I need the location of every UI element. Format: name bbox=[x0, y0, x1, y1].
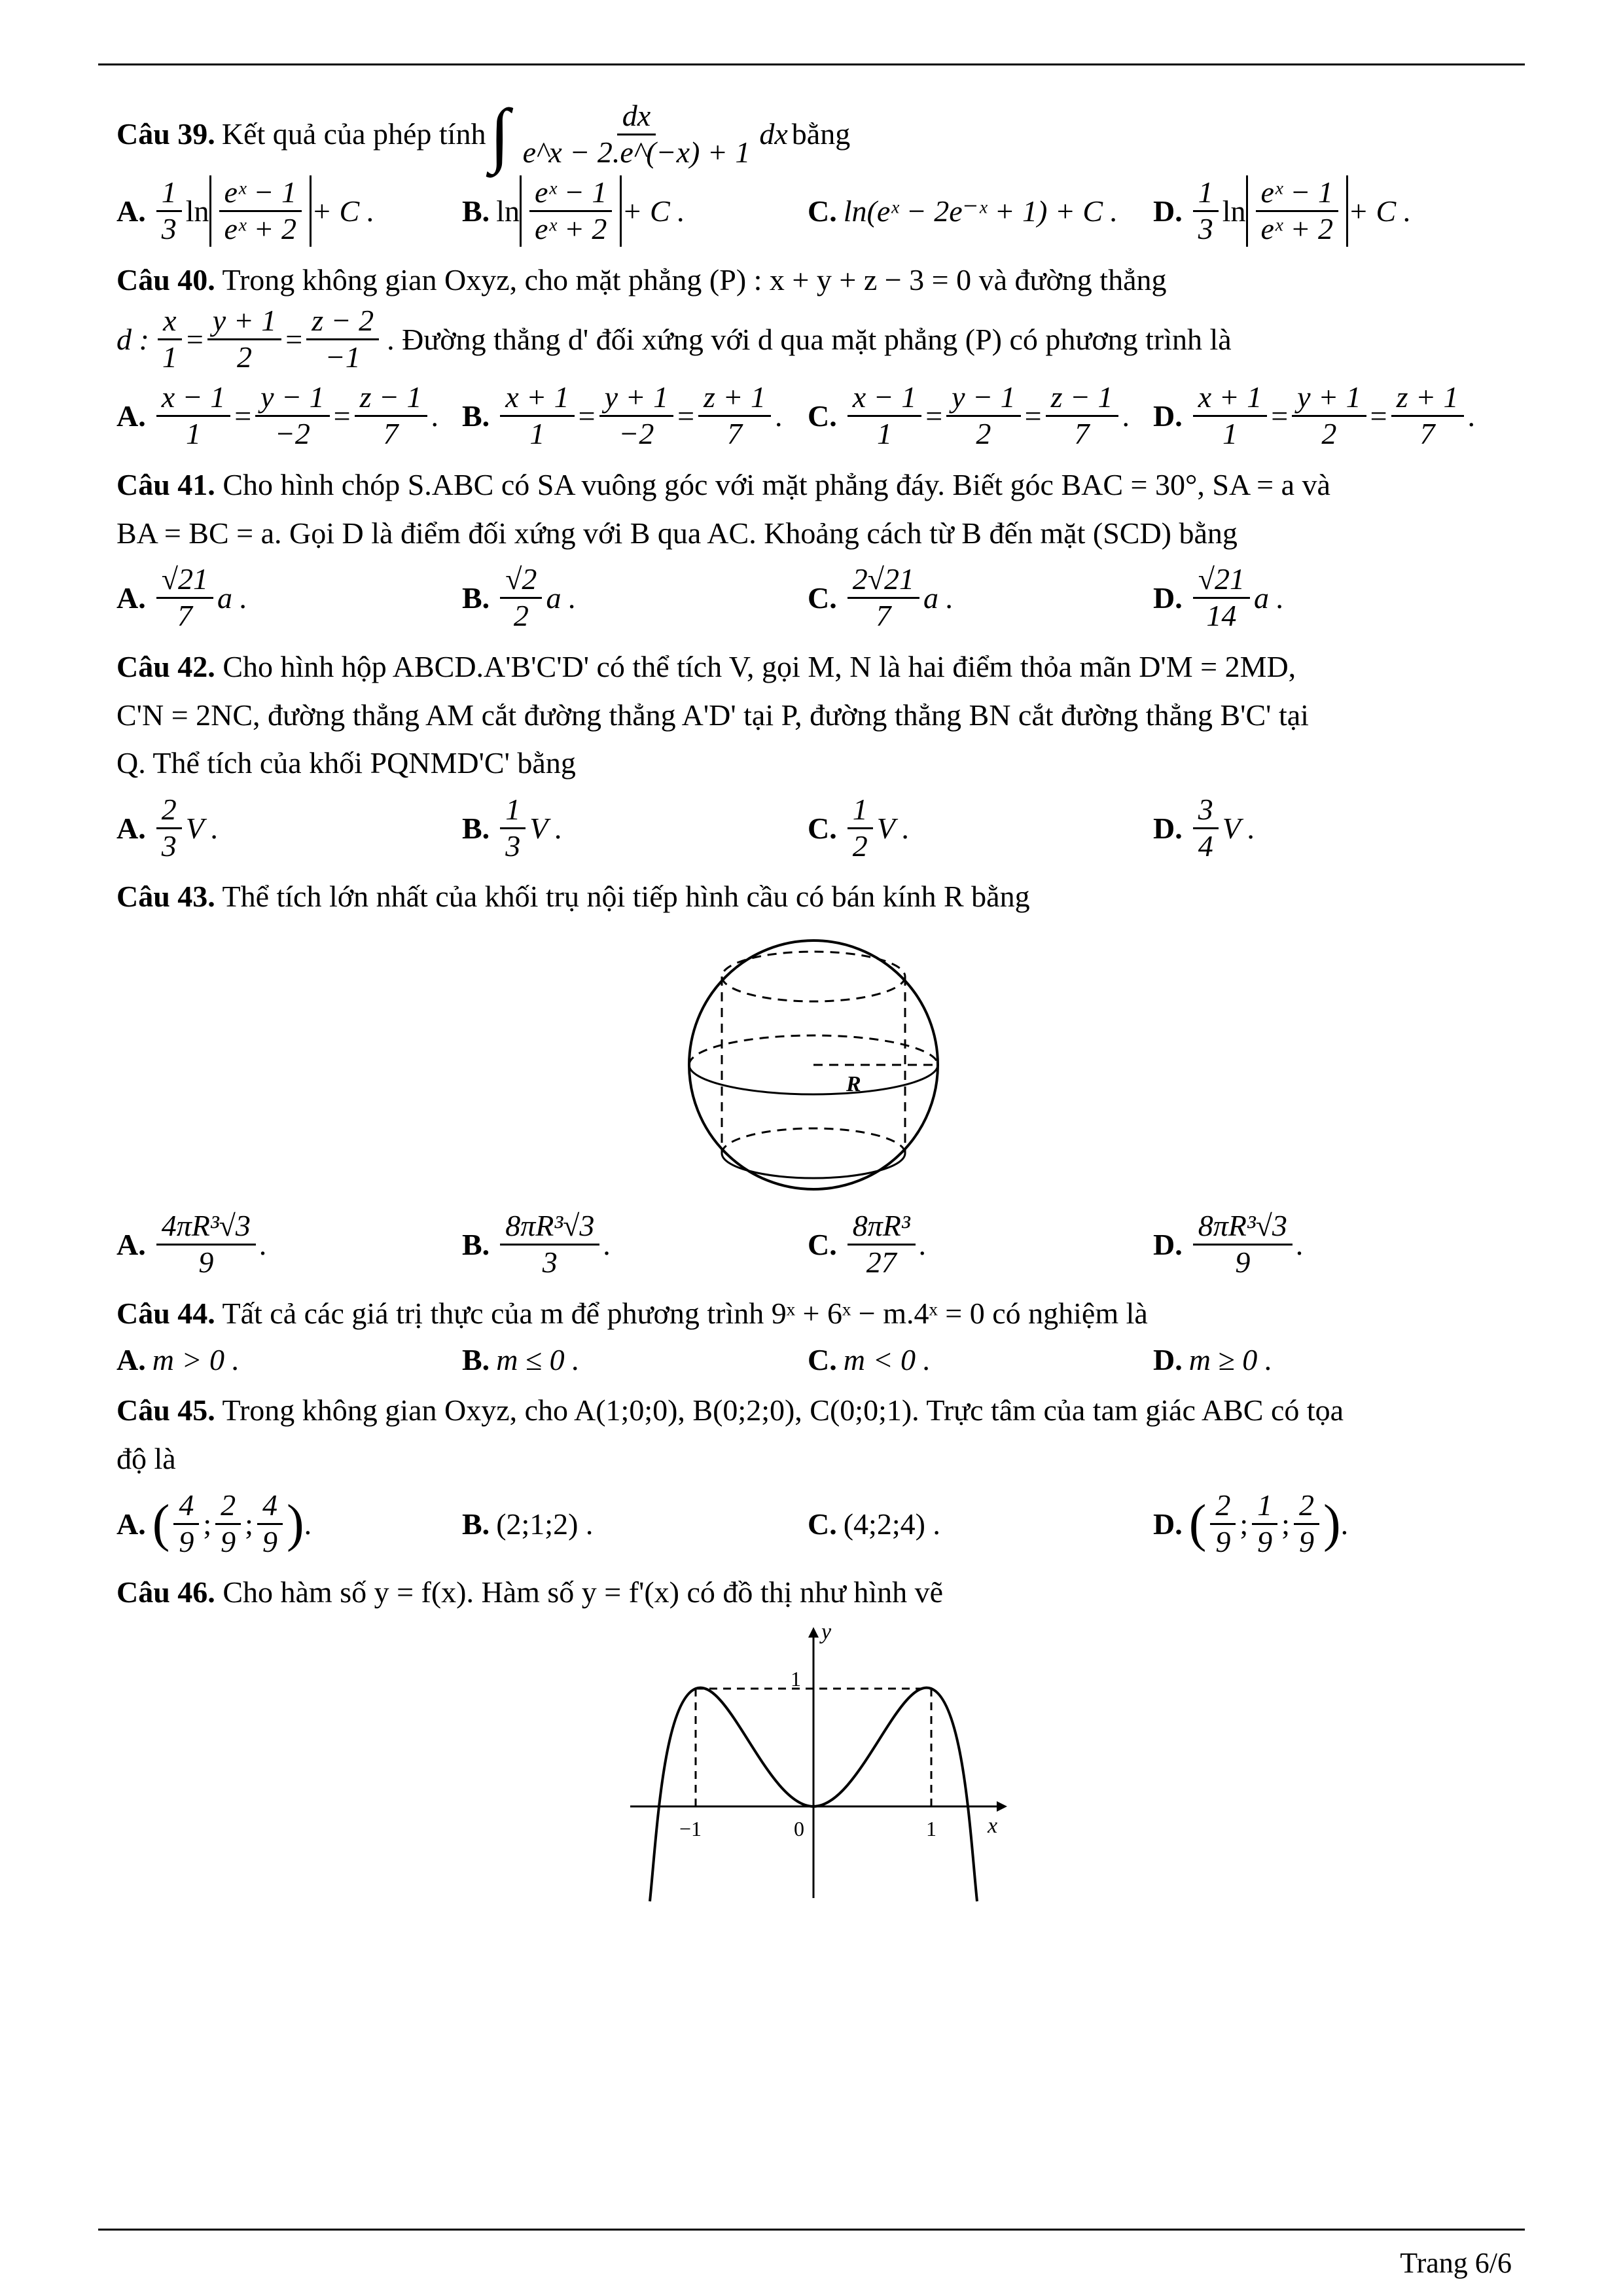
fraction-numerator: 4 bbox=[173, 1488, 199, 1525]
option-label: A. bbox=[116, 194, 146, 228]
fraction-numerator: x − 1 bbox=[156, 380, 230, 417]
derivative-graph bbox=[617, 1623, 1010, 1905]
line-d-fraction bbox=[157, 304, 183, 375]
fraction-denominator: 1 bbox=[1222, 417, 1238, 451]
right-paren: ) bbox=[1323, 1495, 1341, 1553]
question-text: Kết quả của phép tính bbox=[221, 117, 486, 151]
x-axis-arrow bbox=[997, 1801, 1007, 1812]
option-c bbox=[808, 793, 1153, 864]
fraction-denominator: 1 bbox=[185, 417, 201, 451]
fraction-denominator: 9 bbox=[221, 1524, 236, 1558]
separator: ; bbox=[203, 1507, 212, 1541]
fraction-numerator: eˣ − 1 bbox=[529, 175, 612, 212]
fraction-numerator: √21 bbox=[156, 562, 213, 599]
option-a bbox=[116, 175, 462, 247]
equals-sign: = bbox=[578, 399, 596, 433]
question-text: Q. Thể tích của khối PQNMD'C' bằng bbox=[116, 746, 576, 780]
option-tail: . bbox=[919, 1227, 927, 1261]
tick-neg1: −1 bbox=[679, 1817, 702, 1840]
fraction-denominator: 2 bbox=[976, 417, 991, 451]
question-44-options bbox=[116, 1342, 1510, 1377]
coordinate-fraction bbox=[1294, 1488, 1319, 1560]
fraction-numerator: 2√21 bbox=[847, 562, 919, 599]
option-tail: . bbox=[259, 1227, 268, 1261]
question-43 bbox=[116, 872, 1510, 921]
log-argument bbox=[529, 175, 612, 247]
question-45-options bbox=[116, 1488, 1510, 1560]
question-text: Tất cả các giá trị thực của m để phương trình 9ˣ + 6ˣ − m.4ˣ = 0 có nghiệm là bbox=[222, 1296, 1148, 1330]
fraction-denominator: 3 bbox=[161, 211, 177, 245]
period: . bbox=[1122, 399, 1130, 433]
equals-sign: = bbox=[333, 399, 351, 433]
option-tail: a . bbox=[1253, 581, 1284, 615]
option-fraction bbox=[1193, 793, 1219, 864]
option-expression: ln(eˣ − 2e⁻ˣ + 1) + C . bbox=[843, 194, 1118, 228]
option-a bbox=[116, 793, 462, 864]
sphere-figure bbox=[116, 927, 1510, 1202]
option-a bbox=[116, 1488, 462, 1560]
coordinate-fraction bbox=[1210, 1488, 1236, 1560]
option-c bbox=[808, 562, 1153, 634]
y-axis-arrow bbox=[808, 1627, 819, 1638]
coefficient bbox=[156, 175, 182, 247]
x-axis-label: x bbox=[988, 1814, 998, 1838]
fraction-denominator: 2 bbox=[1321, 417, 1337, 451]
question-45 bbox=[116, 1386, 1510, 1435]
option-tail: a . bbox=[923, 581, 954, 615]
page-content bbox=[116, 94, 1510, 1911]
absolute-value bbox=[209, 175, 312, 247]
fraction-denominator: 3 bbox=[1198, 211, 1213, 245]
option-label: C. bbox=[808, 1507, 837, 1541]
question-text: . Đường thẳng d' đối xứng với d qua mặt phẳng (P) có phương trình là bbox=[387, 322, 1232, 356]
option-d bbox=[1153, 1488, 1499, 1560]
option-label: D. bbox=[1153, 811, 1183, 845]
fraction-numerator: 8πR³√3 bbox=[1193, 1209, 1293, 1246]
option-label: B. bbox=[462, 581, 490, 615]
option-label: B. bbox=[462, 1227, 490, 1261]
question-45-line-2 bbox=[116, 1435, 1510, 1483]
option-b bbox=[462, 380, 808, 452]
question-tail: bằng bbox=[791, 117, 851, 151]
left-paren: ( bbox=[1188, 1495, 1207, 1553]
option-label: A. bbox=[116, 1507, 146, 1541]
option-tail: V . bbox=[185, 811, 219, 845]
fraction-denominator: 2 bbox=[513, 599, 529, 633]
option-label: A. bbox=[116, 1227, 146, 1261]
period: . bbox=[1340, 1507, 1349, 1541]
option-label: A. bbox=[116, 811, 146, 845]
question-label: Câu 40. bbox=[116, 262, 215, 296]
integral-numerator: dx bbox=[617, 99, 656, 135]
option-label: C. bbox=[808, 811, 837, 845]
question-text: Thể tích lớn nhất của khối trụ nội tiếp hình cầu có bán kính R bằng bbox=[222, 880, 1030, 914]
fraction-numerator: 2 bbox=[1210, 1488, 1236, 1525]
integral bbox=[490, 94, 788, 174]
option-label: A. bbox=[116, 581, 146, 615]
fraction-numerator: z + 1 bbox=[698, 380, 771, 417]
question-40-options bbox=[116, 380, 1510, 452]
fraction-numerator: eˣ − 1 bbox=[1256, 175, 1338, 212]
fraction-denominator: 9 bbox=[198, 1245, 214, 1279]
option-tail: + C . bbox=[311, 194, 375, 228]
fraction-numerator: 4πR³√3 bbox=[156, 1209, 256, 1246]
fraction-denominator: 7 bbox=[177, 599, 192, 633]
question-42-line-2 bbox=[116, 691, 1510, 740]
question-41-line-2 bbox=[116, 509, 1510, 558]
option-label: D. bbox=[1153, 1507, 1183, 1541]
question-39-options bbox=[116, 175, 1510, 247]
equation-fraction bbox=[255, 380, 329, 452]
fraction-numerator: 2 bbox=[156, 793, 182, 829]
option-label: C. bbox=[808, 1343, 837, 1377]
option-label: B. bbox=[462, 1343, 490, 1377]
option-fraction bbox=[847, 793, 873, 864]
fraction-denominator: 27 bbox=[866, 1245, 897, 1279]
fraction-numerator: x + 1 bbox=[500, 380, 574, 417]
integral-dx: dx bbox=[759, 117, 788, 151]
option-d bbox=[1153, 1342, 1499, 1377]
fraction-numerator: 2 bbox=[1294, 1488, 1319, 1525]
tick-y1: 1 bbox=[791, 1667, 801, 1691]
equals-sign: = bbox=[1370, 399, 1387, 433]
option-expression: m > 0 . bbox=[152, 1343, 240, 1377]
fraction-numerator: eˣ − 1 bbox=[219, 175, 302, 212]
question-42-options bbox=[116, 793, 1510, 864]
equals-sign: = bbox=[285, 322, 303, 356]
fraction-numerator: x + 1 bbox=[1193, 380, 1267, 417]
option-d bbox=[1153, 1209, 1499, 1280]
question-text: Trong không gian Oxyz, cho mặt phẳng (P) : x + y + z − 3 = 0 và đường thẳng bbox=[222, 262, 1167, 296]
period: . bbox=[304, 1507, 312, 1541]
option-tail: a . bbox=[217, 581, 247, 615]
fraction-numerator: 1 bbox=[500, 793, 526, 829]
option-b bbox=[462, 175, 808, 247]
fraction-denominator: 2 bbox=[852, 829, 868, 863]
option-fraction bbox=[1193, 562, 1250, 634]
fraction-numerator: y + 1 bbox=[599, 380, 673, 417]
question-text: BA = BC = a. Gọi D là điểm đối xứng với B qua AC. Khoảng cách từ B đến mặt (SCD) bằng bbox=[116, 516, 1238, 550]
question-39 bbox=[116, 94, 1510, 174]
question-text: độ là bbox=[116, 1442, 176, 1476]
separator: ; bbox=[245, 1507, 253, 1541]
equation-fraction bbox=[156, 380, 230, 452]
question-46 bbox=[116, 1568, 1510, 1617]
option-label: B. bbox=[462, 194, 490, 228]
option-a bbox=[116, 380, 462, 452]
option-label: D. bbox=[1153, 194, 1183, 228]
fraction-numerator: 2 bbox=[215, 1488, 241, 1525]
fraction-denominator: 3 bbox=[505, 829, 521, 863]
option-d bbox=[1153, 793, 1499, 864]
option-a bbox=[116, 1209, 462, 1280]
option-tail: V . bbox=[529, 811, 563, 845]
fraction-denominator: 4 bbox=[1198, 829, 1213, 863]
fraction-denominator: 1 bbox=[162, 340, 177, 374]
equation-fraction bbox=[500, 380, 574, 452]
option-tail: V . bbox=[876, 811, 910, 845]
fraction-numerator: 3 bbox=[1193, 793, 1219, 829]
fraction-numerator: 1 bbox=[847, 793, 873, 829]
equation-fraction bbox=[1391, 380, 1464, 452]
bottom-rule bbox=[98, 2229, 1525, 2231]
tick-1: 1 bbox=[926, 1817, 936, 1840]
option-label: A. bbox=[116, 1343, 146, 1377]
fraction-denominator: 3 bbox=[542, 1245, 558, 1279]
option-c bbox=[808, 380, 1153, 452]
option-fraction bbox=[500, 1209, 599, 1280]
coordinate-fraction bbox=[215, 1488, 241, 1560]
fraction-numerator: √21 bbox=[1193, 562, 1250, 599]
question-42 bbox=[116, 643, 1510, 691]
page-footer: Trang 6/6 bbox=[1400, 2247, 1512, 2279]
option-d bbox=[1153, 562, 1499, 634]
option-tail: V . bbox=[1222, 811, 1256, 845]
fraction-denominator: eˣ + 2 bbox=[224, 211, 296, 245]
fraction-numerator: z − 1 bbox=[1046, 380, 1118, 417]
fraction-denominator: 9 bbox=[1235, 1245, 1251, 1279]
period: . bbox=[431, 399, 439, 433]
option-fraction bbox=[156, 1209, 256, 1280]
option-label: C. bbox=[808, 399, 837, 433]
option-c bbox=[808, 1342, 1153, 1377]
question-text: Cho hình chóp S.ABC có SA vuông góc với mặt phẳng đáy. Biết góc BAC = 30°, SA = a và bbox=[223, 467, 1330, 501]
fraction-numerator: z + 1 bbox=[1391, 380, 1464, 417]
option-label: C. bbox=[808, 194, 837, 228]
fraction-denominator: eˣ + 2 bbox=[1260, 211, 1333, 245]
question-label: Câu 43. bbox=[116, 880, 215, 914]
option-b bbox=[462, 793, 808, 864]
option-c bbox=[808, 1507, 1153, 1541]
option-expression: m ≤ 0 . bbox=[496, 1343, 580, 1377]
question-text: Trong không gian Oxyz, cho A(1;0;0), B(0;2;0), C(0;0;1). Trực tâm của tam giác ABC có tọa bbox=[222, 1393, 1344, 1427]
fraction-denominator: 9 bbox=[179, 1524, 194, 1558]
option-tail: a . bbox=[546, 581, 577, 615]
fraction-numerator: y − 1 bbox=[255, 380, 329, 417]
fraction-denominator: 7 bbox=[383, 417, 399, 451]
equals-sign: = bbox=[925, 399, 943, 433]
equation-fraction bbox=[599, 380, 673, 452]
option-label: B. bbox=[462, 1507, 490, 1541]
option-a bbox=[116, 1342, 462, 1377]
fraction-denominator: 9 bbox=[1298, 1524, 1314, 1558]
absolute-value bbox=[520, 175, 622, 247]
option-expression: (4;2;4) . bbox=[843, 1507, 940, 1541]
option-expression: m < 0 . bbox=[843, 1343, 931, 1377]
question-40 bbox=[116, 256, 1510, 304]
question-41-options bbox=[116, 562, 1510, 634]
equals-sign: = bbox=[677, 399, 695, 433]
option-fraction bbox=[847, 1209, 916, 1280]
fraction-denominator: 1 bbox=[876, 417, 892, 451]
fraction-denominator: 7 bbox=[876, 599, 891, 633]
fraction-numerator: z − 1 bbox=[355, 380, 427, 417]
equation-fraction bbox=[698, 380, 771, 452]
period: . bbox=[774, 399, 783, 433]
period: . bbox=[1467, 399, 1476, 433]
option-tail: . bbox=[1296, 1227, 1304, 1261]
integral-denominator: e^x − 2.e^(−x) + 1 bbox=[522, 135, 751, 169]
log-argument bbox=[1256, 175, 1338, 247]
option-fraction bbox=[1193, 1209, 1293, 1280]
option-label: C. bbox=[808, 1227, 837, 1261]
fraction-numerator: 8πR³√3 bbox=[500, 1209, 599, 1246]
equals-sign: = bbox=[234, 399, 252, 433]
ln-function: ln bbox=[1222, 194, 1246, 228]
equation-fraction bbox=[1193, 380, 1267, 452]
fraction-numerator: 1 bbox=[1252, 1488, 1277, 1525]
option-expression: (2;1;2) . bbox=[496, 1507, 594, 1541]
option-b bbox=[462, 1507, 808, 1541]
cylinder-in-sphere-diagram bbox=[676, 927, 951, 1202]
coefficient bbox=[1193, 175, 1219, 247]
y-axis-label: y bbox=[821, 1623, 832, 1644]
integral-sign: ∫ bbox=[490, 94, 510, 174]
fraction-denominator: 9 bbox=[1215, 1524, 1231, 1558]
option-label: C. bbox=[808, 581, 837, 615]
fraction-numerator: x − 1 bbox=[847, 380, 921, 417]
option-b bbox=[462, 562, 808, 634]
separator: ; bbox=[1281, 1507, 1290, 1541]
fraction-denominator: −1 bbox=[325, 340, 361, 374]
option-fraction bbox=[847, 562, 919, 634]
option-fraction bbox=[156, 793, 182, 864]
fraction-denominator: 7 bbox=[1419, 417, 1435, 451]
ln-function: ln bbox=[185, 194, 209, 228]
option-tail: + C . bbox=[1347, 194, 1412, 228]
coordinate-fraction bbox=[1252, 1488, 1277, 1560]
question-text: Cho hình hộp ABCD.A'B'C'D' có thể tích V, gọi M, N là hai điểm thỏa mãn D'M = 2MD, bbox=[223, 649, 1296, 683]
option-tail: + C . bbox=[622, 194, 685, 228]
question-44 bbox=[116, 1289, 1510, 1338]
equation-fraction bbox=[946, 380, 1020, 452]
question-41 bbox=[116, 461, 1510, 509]
option-a bbox=[116, 562, 462, 634]
equals-sign: = bbox=[1024, 399, 1042, 433]
option-b bbox=[462, 1342, 808, 1377]
equals-sign: = bbox=[186, 322, 204, 356]
option-label: D. bbox=[1153, 1227, 1183, 1261]
derivative-graph-figure bbox=[116, 1623, 1510, 1905]
fraction-denominator: 14 bbox=[1206, 599, 1237, 633]
question-label: Câu 42. bbox=[116, 649, 215, 683]
fraction-numerator: 4 bbox=[257, 1488, 283, 1525]
option-d bbox=[1153, 175, 1499, 247]
fraction-numerator: y + 1 bbox=[207, 304, 281, 340]
question-43-options bbox=[116, 1209, 1510, 1280]
radius-label: R bbox=[846, 1072, 861, 1097]
fraction-denominator: 9 bbox=[1257, 1524, 1273, 1558]
fraction-denominator: 9 bbox=[262, 1524, 277, 1558]
ln-function: ln bbox=[496, 194, 520, 228]
separator: ; bbox=[1240, 1507, 1249, 1541]
option-c bbox=[808, 1209, 1153, 1280]
fraction-numerator: y + 1 bbox=[1292, 380, 1366, 417]
right-paren: ) bbox=[286, 1495, 304, 1553]
fraction-numerator: z − 2 bbox=[306, 304, 379, 340]
fraction-numerator: √2 bbox=[500, 562, 542, 599]
equation-fraction bbox=[1292, 380, 1366, 452]
tick-0: 0 bbox=[794, 1817, 804, 1840]
fraction-denominator: 7 bbox=[727, 417, 742, 451]
equation-fraction bbox=[1046, 380, 1118, 452]
question-label: Câu 46. bbox=[116, 1575, 215, 1609]
fraction-denominator: −2 bbox=[274, 417, 310, 451]
line-d-fraction bbox=[306, 304, 379, 375]
option-label: B. bbox=[462, 399, 490, 433]
absolute-value bbox=[1246, 175, 1348, 247]
fraction-numerator: 1 bbox=[156, 175, 182, 212]
left-paren: ( bbox=[152, 1495, 170, 1553]
line-d-fraction bbox=[207, 304, 281, 375]
option-label: D. bbox=[1153, 1343, 1183, 1377]
option-fraction bbox=[500, 562, 542, 634]
fraction-denominator: −2 bbox=[618, 417, 654, 451]
option-tail: . bbox=[603, 1227, 611, 1261]
coordinate-fraction bbox=[173, 1488, 199, 1560]
fraction-denominator: 7 bbox=[1074, 417, 1090, 451]
option-label: D. bbox=[1153, 581, 1183, 615]
equation-fraction bbox=[355, 380, 427, 452]
fraction-numerator: y − 1 bbox=[946, 380, 1020, 417]
line-d-equation bbox=[153, 304, 383, 375]
coordinate-fraction bbox=[257, 1488, 283, 1560]
top-rule bbox=[98, 63, 1525, 65]
equals-sign: = bbox=[1271, 399, 1289, 433]
question-text: Cho hàm số y = f(x). Hàm số y = f'(x) có đồ thị như hình vẽ bbox=[223, 1575, 944, 1609]
option-label: A. bbox=[116, 399, 146, 433]
question-label: Câu 39. bbox=[116, 117, 215, 151]
question-label: Câu 41. bbox=[116, 467, 215, 501]
question-label: Câu 45. bbox=[116, 1393, 215, 1427]
fraction-numerator: x bbox=[158, 304, 181, 340]
fraction-denominator: 2 bbox=[237, 340, 253, 374]
question-text: C'N = 2NC, đường thẳng AM cắt đường thẳng A'D' tại P, đường thẳng BN cắt đường thẳng B'C' tại bbox=[116, 698, 1309, 732]
option-fraction bbox=[500, 793, 526, 864]
line-d-label: d : bbox=[116, 322, 149, 356]
option-d bbox=[1153, 380, 1499, 452]
option-label: D. bbox=[1153, 399, 1183, 433]
fraction-numerator: 1 bbox=[1193, 175, 1219, 212]
log-argument bbox=[219, 175, 302, 247]
fraction-denominator: 3 bbox=[161, 829, 177, 863]
equation-fraction bbox=[847, 380, 921, 452]
question-42-line-3 bbox=[116, 739, 1510, 787]
option-expression: m ≥ 0 . bbox=[1188, 1343, 1273, 1377]
option-label: B. bbox=[462, 811, 490, 845]
question-label: Câu 44. bbox=[116, 1296, 215, 1330]
question-40-line-2 bbox=[116, 304, 1510, 375]
option-b bbox=[462, 1209, 808, 1280]
fraction-denominator: 1 bbox=[529, 417, 545, 451]
option-c bbox=[808, 193, 1153, 228]
fraction-numerator: 8πR³ bbox=[847, 1209, 916, 1246]
option-fraction bbox=[156, 562, 213, 634]
fraction-denominator: eˣ + 2 bbox=[534, 211, 607, 245]
